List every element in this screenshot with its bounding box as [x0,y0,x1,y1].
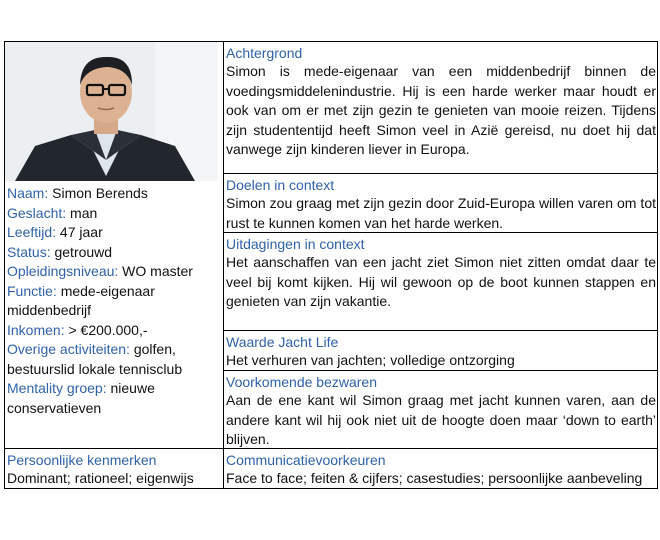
section-waarde [226,333,656,371]
field-value: getrouwd [50,243,113,260]
field-value: > €200.000,- [64,321,148,338]
field-value: golfen, bestuurslid lokale tennisclub [7,341,183,377]
section-communicatie [226,451,656,489]
row-divider [223,330,657,331]
section-text: Het verhuren van jachten; volledige ontzorging [226,352,515,368]
section-heading: Communicatievoorkeuren [226,452,386,468]
section-uitdagingen [226,235,656,312]
section-achtergrond [226,44,656,160]
section-text: Aan de ene kant wil Simon graag met jacht kunnen varen, aan de andere kant wil hij ook niet uit de hoogte doen maar ‘down to earth’ blijven. [226,392,656,447]
field-status [7,243,219,263]
field-label: Inkomen: [7,321,65,338]
field-naam [7,184,219,204]
section-heading: Persoonlijke kenmerken [7,452,157,468]
field-label: Functie: [7,282,57,299]
field-value: WO master [118,263,193,279]
person-portrait-icon [5,42,218,181]
field-value: Simon Berends [48,185,148,201]
section-heading: Waarde Jacht Life [226,334,339,350]
field-value: man [66,204,98,221]
section-text: Face to face; feiten & cijfers; casestudies; persoonlijke aanbeveling [226,470,643,486]
field-value: 47 jaar [56,224,103,240]
field-opleidingsniveau [7,262,219,282]
field-label: Opleidingsniveau: [7,263,119,279]
persona-table [4,41,658,489]
section-bezwaren [226,373,656,450]
field-value: mede-eigenaar middenbedrijf [7,282,155,318]
section-heading: Achtergrond [226,45,303,61]
section-doelen [226,176,656,233]
field-value: nieuwe conservatieven [7,380,155,416]
section-kenmerken [7,451,221,489]
field-label: Geslacht: [7,204,67,221]
section-heading: Doelen in context [226,177,335,193]
field-functie [7,282,219,321]
field-overige-activiteiten [7,340,219,379]
profile-fields [7,184,219,418]
section-text: Dominant; rationeel; eigenwijs [7,470,194,486]
section-heading: Voorkomende bezwaren [226,374,377,390]
section-text: Het aanschaffen van een jacht ziet Simon niet zitten omdat daar te veel bij komt kijken. Hij wil gewoon op de boot kunnen stappen en genieten van zijn vakantie. [226,254,656,309]
section-text: Simon zou graag met zijn gezin door Zuid-Europa willen varen om tot rust te kunnen komen van het harde werken. [226,195,656,231]
field-label: Status: [7,243,51,260]
field-label: Naam: [7,185,49,201]
section-heading: Uitdagingen in context [226,236,365,252]
row-divider [223,173,657,174]
section-text: Simon is mede-eigenaar van een middenbedrijf binnen de voedingsmiddelenindustrie. Hij is een harde werker maar houdt er ook van om er met zijn gezin te genieten van mooie reizen. Tijdens zijn studententijd heeft Simon veel in Azië gereisd, nu doet hij dat vanwege zijn kinderen liever in Europa. [226,63,656,157]
column-divider [223,42,224,488]
field-label: Leeftijd: [7,224,57,240]
field-inkomen [7,321,219,341]
field-label: Mentality groep: [7,380,107,396]
field-mentality-groep [7,379,219,418]
field-geslacht [7,204,219,224]
profile-photo [5,42,218,181]
field-leeftijd [7,223,219,243]
field-label: Overige activiteiten: [7,341,130,357]
